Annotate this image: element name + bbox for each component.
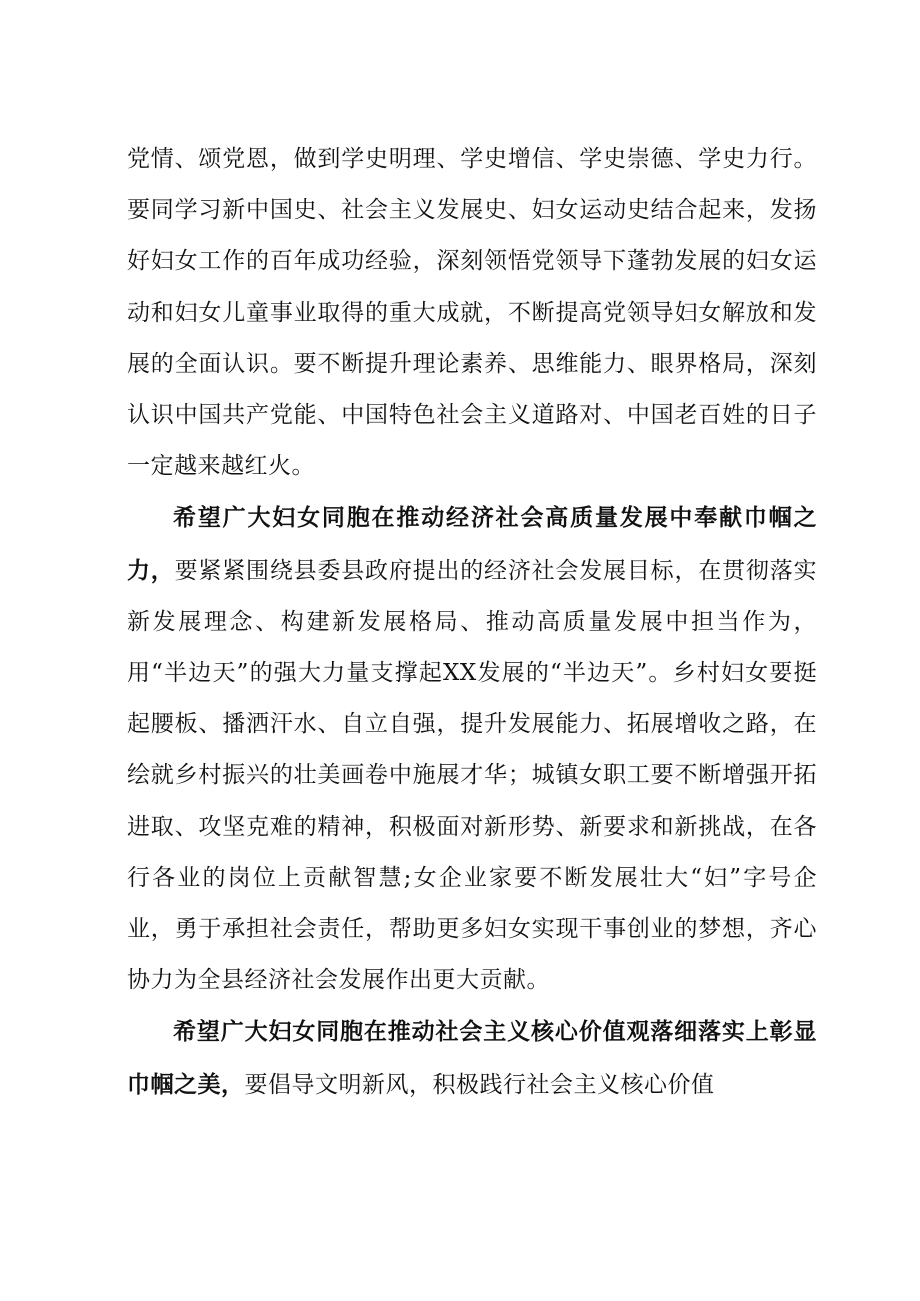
document-body	[127, 134, 817, 1111]
paragraph-lead-heading: 希望广大妇女同胞在推动经济社会高质量发展中奉献巾帼之力，	[127, 504, 817, 584]
paragraph-text: 党情、颂党恩，做到学史明理、学史增信、学史崇德、学史力行。要同学习新中国史、社会主义发展史、妇女运动史结合起来，发扬好妇女工作的百年成功经验，深刻领悟党领导下蓬勃发展的妇女运动和妇女儿童事业取得的重大成就，不断提高党领导妇女解放和发展的全面认识。要不断提升理论素养、思维能力、眼界格局，深刻认识中国共产党能、中国特色社会主义道路对、中国老百姓的日子一定越来越红火。	[127, 146, 817, 480]
paragraph-core-values	[127, 1006, 817, 1110]
paragraph-text: 要倡导文明新风，积极践行社会主义核心价值	[244, 1071, 715, 1098]
paragraph-text: 要紧紧围绕县委县政府提出的经济社会发展目标，在贯彻落实新发展理念、构建新发展格局、推动高质量发展中担当作为，用“半边天”的强大力量支撑起XX发展的“半边天”。乡村妇女要挺起腰板、播洒汗水、自立自强，提升发展能力、拓展增收之路，在绘就乡村振兴的壮美画卷中施展才华；城镇女职工要不断增强开拓进取、攻坚克难的精神，积极面对新形势、新要求和新挑战，在各行各业的岗位上贡献智慧;女企业家要不断发展壮大“妇”字号企业，勇于承担社会责任，帮助更多妇女实现干事创业的梦想，齐心协力为全县经济社会发展作出更大贡献。	[127, 557, 818, 994]
paragraph-economic-development	[127, 492, 817, 1006]
paragraph-continuation	[127, 134, 817, 492]
paragraph-lead-heading: 希望广大妇女同胞在推动社会主义核心价值观落细落实上彰显巾帼之美，	[127, 1018, 817, 1098]
